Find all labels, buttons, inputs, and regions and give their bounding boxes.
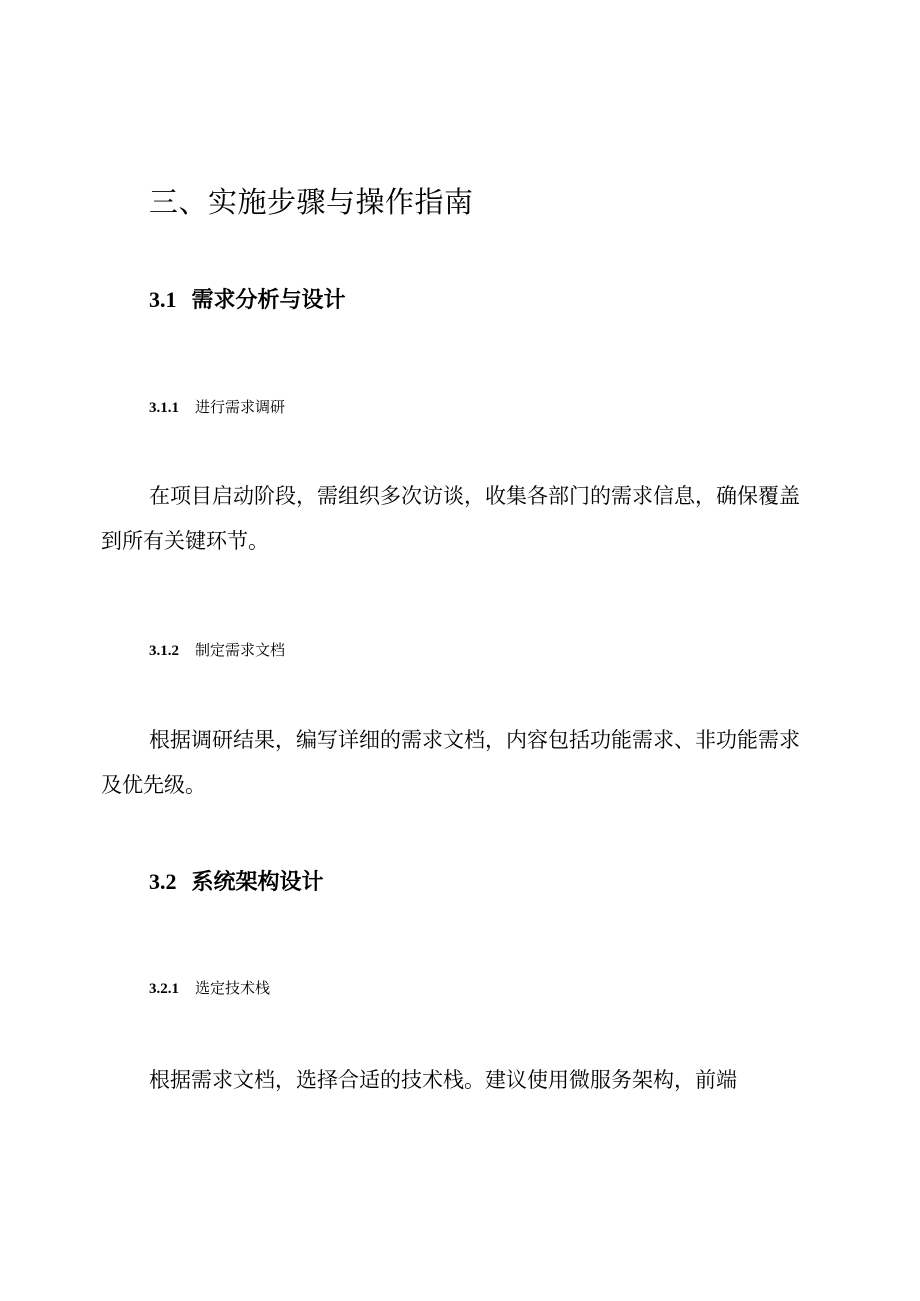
section-number: 3.2	[149, 869, 177, 894]
section-heading-3-2	[149, 865, 324, 900]
subsection-number: 3.2.1	[149, 981, 179, 997]
subsection-title: 进行需求调研	[195, 398, 286, 416]
subsection-title: 选定技术栈	[195, 979, 271, 997]
paragraph-tech-stack: 根据需求文档，选择合适的技术栈。建议使用微服务架构，前端	[149, 1068, 737, 1092]
section-heading-3-1	[149, 283, 346, 318]
subsection-number: 3.1.1	[149, 400, 179, 416]
subsection-heading-3-1-2	[149, 638, 285, 663]
section-number: 3.1	[149, 287, 177, 312]
section-title: 系统架构设计	[191, 870, 324, 895]
subsection-number: 3.1.2	[149, 643, 179, 659]
subsection-heading-3-2-1	[149, 976, 270, 1001]
paragraph-requirements-research: 在项目启动阶段，需组织多次访谈，收集各部门的需求信息，确保覆盖到所有关键环节。	[101, 484, 800, 553]
subsection-heading-3-1-1	[149, 395, 285, 420]
chapter-title: 三、实施步骤与操作指南	[149, 185, 474, 219]
subsection-title: 制定需求文档	[195, 641, 286, 659]
paragraph-requirements-document: 根据调研结果，编写详细的需求文档，内容包括功能需求、非功能需求及优先级。	[101, 728, 800, 797]
section-title: 需求分析与设计	[191, 288, 346, 313]
